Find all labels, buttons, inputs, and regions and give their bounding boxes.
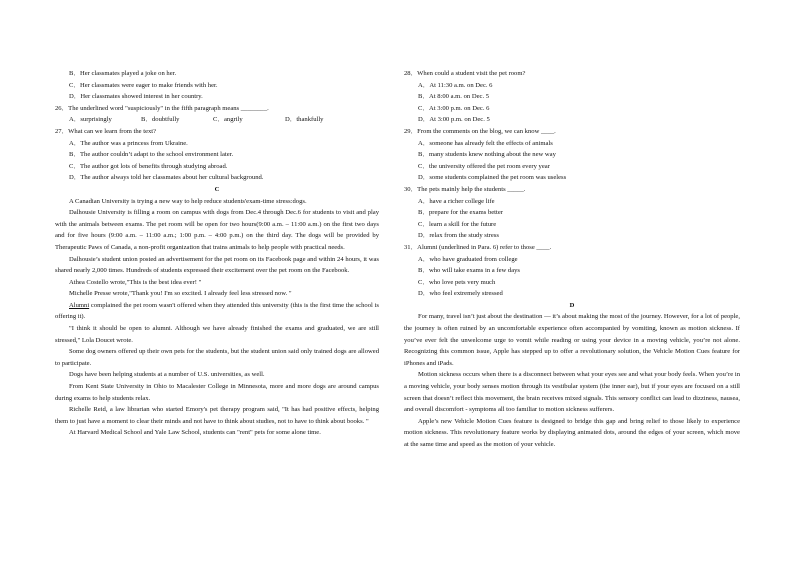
q26-stem: 26．The underlined word "suspiciously" in the fifth paragraph means ________.	[55, 104, 269, 112]
passage-c-paragraph-7: "I think it should be open to alumni. Although we have already finished the exams and graduated, we are still stressed," Lola Doucet wrote.	[55, 325, 379, 344]
q26-option-c: C．angrily	[213, 116, 243, 124]
q30-stem: 30．The pets mainly help the students _____.	[404, 185, 526, 193]
q30-option-b: B．prepare for the exams better	[418, 209, 503, 217]
q31-option-c: C．who love pets very much	[418, 278, 496, 286]
q27-stem: 27．What can we learn from the text?	[55, 127, 157, 135]
section-c-heading: C	[214, 185, 220, 193]
q26-option-b: B．doubtfully	[141, 116, 180, 124]
passage-c-paragraph-2: Dalhousie University is filling a room on campus with dogs from Dec.4 through Dec.6 for students to visit and play with the animals between exams. The pet room will be open for two hours(9:00 a.m. – 11:00 a.m.) on the first two days and for five hours (9:00 a.m. – 11:00 a.m.; 1:00 p.m. – 4:00 p.m.) on the third day. The dogs will be provided by Therapeutic Paws of Canada, a non-profit organization that trains animals to help people with practical needs.	[55, 209, 379, 251]
q28-option-b: B．At 8:00 a.m. on Dec. 5	[418, 93, 490, 101]
q25-option-c: C．Her classmates were eager to make friends with her.	[69, 81, 218, 89]
right-column	[404, 68, 740, 451]
q29-option-c: C．the university offered the pet room every year	[418, 162, 550, 170]
passage-d-paragraph-2: Motion sickness occurs when there is a disconnect between what your eyes see and what your body feels. When you’re in a moving vehicle, your body senses motion through its vestibular system (the inner ear), but if your eyes are focused on a still screen that doesn’t reflect this movement, the brain receives mixed signals. This sensory conflict can lead to dizziness, nausea, and overall discomfort - symptoms all too familiar to motion sickness sufferers.	[404, 371, 740, 414]
q26-options	[55, 114, 379, 126]
passage-c-paragraph-9: Dogs have been helping students at a number of U.S. universities, as well.	[69, 371, 265, 379]
passage-d-paragraph-1: For many, travel isn’t just about the destination — it’s about making the most of the journey. However, for a lot of people, the journey is often ruined by an uncomfortable experience often accompanied by vomiting, known as motion sickness. If you’ve ever felt the unwelcome urge to vomit while reading or using your device in a moving vehicle, you’re not alone. Recognizing this common issue, Apple has stepped up to offer a revolutionary solution, the Vehicle Motion Cues feature for iPhones and iPads.	[404, 313, 740, 367]
passage-c-paragraph-8: Some dog owners offered up their own pets for the students, but the student union said only trained dogs are allowed to participate.	[55, 348, 379, 367]
passage-c-paragraph-11: Richelle Reid, a law librarian who started Emory's pet therapy program said, "It has had positive effects, helping them to just have a moment to clear their minds and not have to think about studies, not to have to think about books. "	[55, 406, 379, 425]
passage-c-paragraph-12: At Harvard Medical School and Yale Law School, students can "rent" pets for some alone time.	[69, 429, 321, 437]
passage-c-paragraph-1: A Canadian University is trying a new way to help reduce students'exam-time stress:dogs.	[69, 197, 307, 205]
q28-stem: 28．When could a student visit the pet room?	[404, 70, 526, 77]
q31-option-b: B．who will take exams in a few days	[418, 267, 520, 275]
q27-option-c: C．The author got lots of benefits through studying abroad.	[69, 162, 228, 170]
passage-c-paragraph-6	[55, 300, 379, 323]
q29-option-a: A．someone has already felt the effects of animals	[418, 139, 553, 147]
q31-option-d: D．who feel extremely stressed	[418, 290, 503, 298]
q28-option-a: A．At 11:30 a.m. on Dec. 6	[418, 81, 493, 89]
q30-option-c: C．learn a skill for the future	[418, 220, 497, 228]
q29-option-d: D．some students complained the pet room was useless	[418, 174, 567, 182]
q29-option-b: B．many students knew nothing about the new way	[418, 151, 556, 159]
q27-option-a: A．The author was a princess from Ukraine.	[69, 139, 188, 147]
q31-option-a: A．who have graduated from college	[418, 255, 518, 263]
q26-option-d: D．thankfully	[285, 116, 324, 124]
alumni-underlined: Alumni	[69, 301, 90, 309]
q25-option-b: B．Her classmates played a joke on her.	[69, 70, 177, 77]
q30-option-d: D．relax from the study stress	[418, 232, 499, 240]
passage-c-paragraph-5: Michelle Presse wrote,"Thank you! I'm so excited. I already feel less stressed now. "	[69, 290, 292, 298]
passage-c-paragraph-10: From Kent State University in Ohio to Macalester College in Minnesota, more and more dogs are around campus during exams to help students relax.	[55, 383, 379, 402]
paragraph-6-text: complained the pet room wasn't offered when they attended this university (this is the first time the school is offering it).	[55, 301, 379, 321]
q26-option-a: A．surprisingly	[69, 116, 112, 124]
q30-option-a: A．have a richer college life	[418, 197, 495, 205]
passage-c-paragraph-3: Dalhousie’s student union posted an advertisement for the pet room on its Facebook page and within 24 hours, it was shared nearly 2,000 times. Hundreds of students expressed their excitement over the pet room on the Facebook.	[55, 255, 379, 275]
section-d-heading: D	[569, 301, 575, 309]
q29-stem: 29．From the comments on the blog, we can know ____.	[404, 127, 556, 135]
q27-option-b: B．The author couldn’t adapt to the school environment later.	[69, 151, 234, 159]
q31-stem: 31．Alumni (underlined in Para. 6) refer to those ____.	[404, 243, 552, 251]
passage-c-paragraph-4: Athea Costello wrote,"This is the best idea ever! "	[69, 278, 202, 286]
q28-option-c: C．At 3:00 p.m. on Dec. 6	[418, 104, 490, 112]
q27-option-d: D．The author always told her classmates about her cultural background.	[69, 174, 264, 182]
passage-d-paragraph-3: Apple’s new Vehicle Motion Cues feature is designed to bridge this gap and bring relief to those likely to experience motion sickness. This revolutionary feature works by displaying animated dots, around the edges of your screen, which move at the same time and speed as the motion of your vehicle.	[404, 417, 740, 448]
q28-option-d: D．At 3:00 p.m. on Dec. 5	[418, 116, 490, 124]
left-column	[55, 68, 379, 439]
q25-option-d: D．Her classmates showed interest in her country.	[69, 93, 203, 101]
